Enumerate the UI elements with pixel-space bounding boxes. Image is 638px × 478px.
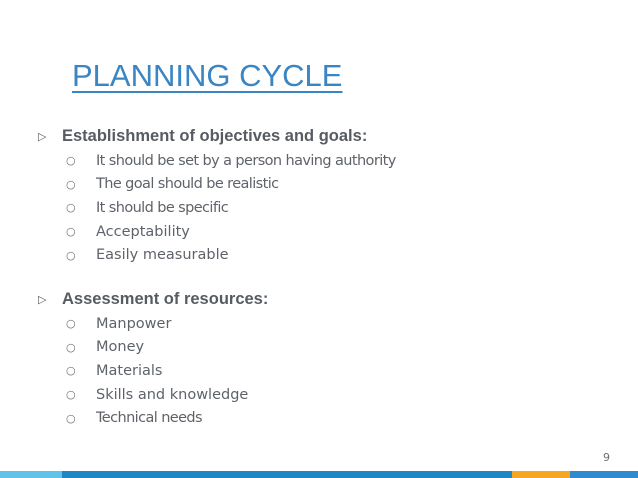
triangle-bullet-icon: ▷ — [38, 292, 47, 306]
list-item — [38, 243, 598, 267]
section-heading-text: Assessment of resources: — [62, 289, 269, 308]
footer-segment-orange — [512, 471, 570, 478]
list-item-text: Technical needs — [96, 410, 202, 427]
list-item-text: Manpower — [96, 315, 172, 332]
triangle-bullet-icon: ▷ — [38, 129, 47, 143]
footer-segment-blue — [62, 471, 302, 478]
footer-segment-light-blue — [0, 471, 62, 478]
list-item — [38, 312, 598, 336]
list-item-text: Acceptability — [96, 223, 190, 240]
list-item — [38, 149, 598, 173]
circle-bullet-icon: ○ — [66, 364, 76, 378]
list-item-text: Materials — [96, 362, 163, 379]
footer-segment-end — [570, 471, 638, 478]
list-item-text: It should be specific — [96, 199, 229, 216]
circle-bullet-icon: ○ — [66, 248, 76, 262]
circle-bullet-icon: ○ — [66, 154, 76, 168]
circle-bullet-icon: ○ — [66, 201, 76, 215]
section-heading-text: Establishment of objectives and goals: — [62, 126, 368, 145]
list-item-text: Skills and knowledge — [96, 386, 249, 403]
section-heading — [38, 286, 598, 312]
circle-bullet-icon: ○ — [66, 225, 76, 239]
list-item — [38, 383, 598, 407]
footer-color-bar — [0, 471, 638, 478]
circle-bullet-icon: ○ — [66, 317, 76, 331]
list-item — [38, 173, 598, 197]
list-item — [38, 406, 598, 430]
section-objectives — [38, 123, 598, 267]
list-item-text: It should be set by a person having authority — [96, 152, 396, 169]
circle-bullet-icon: ○ — [66, 340, 76, 354]
footer-segment-blue-2 — [302, 471, 512, 478]
list-item — [38, 220, 598, 244]
page-number: 9 — [603, 451, 610, 464]
circle-bullet-icon: ○ — [66, 388, 76, 402]
list-item-text: Easily measurable — [96, 247, 229, 264]
list-item — [38, 336, 598, 360]
circle-bullet-icon: ○ — [66, 177, 76, 191]
list-item — [38, 196, 598, 220]
section-heading — [38, 123, 598, 149]
circle-bullet-icon: ○ — [66, 411, 76, 425]
list-item — [38, 359, 598, 383]
slide-title: PLANNING CYCLE — [72, 58, 343, 93]
objectives-list — [38, 149, 598, 267]
list-item-text: Money — [96, 339, 145, 356]
list-item-text: The goal should be realistic — [96, 176, 279, 193]
resources-list — [38, 312, 598, 430]
section-resources — [38, 286, 598, 430]
